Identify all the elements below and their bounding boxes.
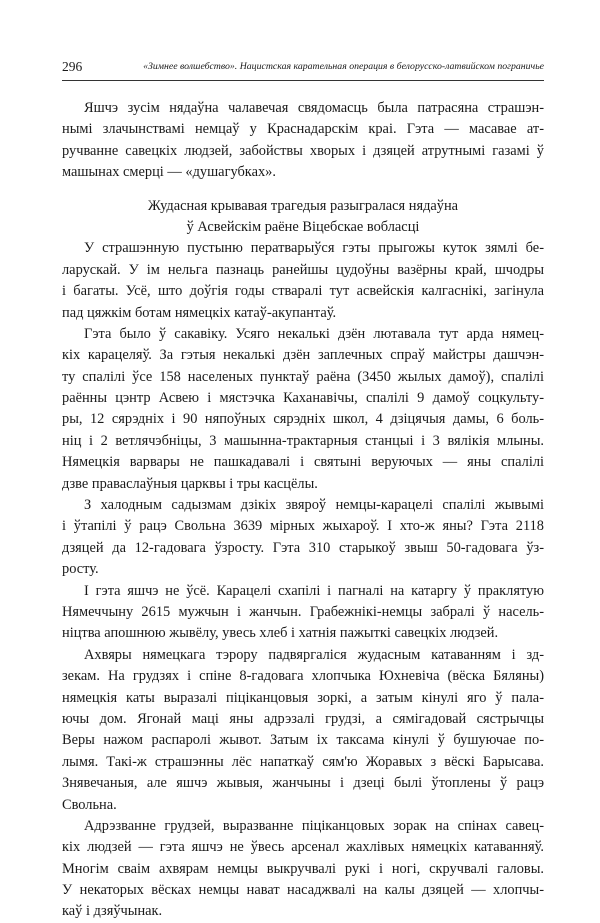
text-line: Нямеччыну 2615 мужчын і жанчын. Грабежнікі-немцы забралі ў насель- xyxy=(62,603,544,620)
text-line: Свольна. xyxy=(62,796,117,813)
text-line: Веры нажом распаролі жывот. Затым іх таксама кінулі ў бушуючае по- xyxy=(62,732,544,749)
text-line: Яшчэ зусім нядаўна чалавечая свядомасць была патрасяна страшэн- xyxy=(84,100,544,116)
text-line: лымя. Такі-ж страшэнны лёс напаткаў сям'ю Жоравых з вёскі Барысава. xyxy=(62,753,544,770)
text-line: ры, 12 сярэдніх і 90 няпоўных сярэдніх школ, 4 дзіцячыя дамы, 6 боль- xyxy=(62,411,544,428)
text-line: раённы цэнтр Асвею і мястэчка Каханавічы, спалілі 9 дамоў соцкульту- xyxy=(62,390,544,407)
text-line: Многім сваім ахвярам немцы выкручвалі рукі і ногі, скручвалі галовы. xyxy=(62,860,544,877)
text-line: нямецкія каты выразалі піціканцовыя зоркі, а затым кінулі яго ў пала- xyxy=(62,689,544,706)
text-line: нымі злачынствамі немцаў у Краснадарскім краі. Гэта — масавае ат- xyxy=(62,121,544,138)
text-line: ручванне савецкіх людзей, забойствы хворых і дзяцей атрутнымі газамі ў xyxy=(62,142,544,159)
text-line: З халодным садызмам дзікіх звяроў немцы-карацелі спалілі жывымі xyxy=(84,497,544,514)
text-line: Адрэзванне грудзей, выразванне піціканцовых зорак на спінах савец- xyxy=(84,817,544,834)
text-line: машынах смерці — «душагубках». xyxy=(62,164,276,181)
text-line: каў і дзяўчынак. xyxy=(62,903,163,920)
text-line: Нямецкія варвары не пашкадавалі і святыні веруючых — яны спалілі xyxy=(62,454,544,471)
text-line: зекам. На грудзях і спіне 8-гадовага хлопчыка Юхневіча (вёска Бяляны) xyxy=(62,668,544,685)
text-line: дзве праваслаўныя царквы і тры касцёлы. xyxy=(62,475,318,492)
text-line: ларускай. У ім нельга пазнаць ранейшы цудоўны вазёрны край, шчодры xyxy=(62,261,544,278)
text-line: У некаторых вёсках немцы нават насаджвалі на калы дзяцей — хлопчы- xyxy=(62,882,544,899)
running-header xyxy=(62,56,544,78)
text-line: кіх карацеляў. За гэтыя некалькі дзён заплечных спраў майстры дашчэн- xyxy=(62,347,544,364)
section-heading: Жудасная крывавая трагедыя разыгралася нядаўна xyxy=(147,197,459,214)
text-line: І гэта яшчэ не ўсё. Карацелі схапілі і пагналі на катаргу ў праклятую xyxy=(84,582,544,599)
running-title: «Зимнее волшебство». Нацистская карательная операция в белорусско-латвийском пограничье xyxy=(143,61,544,72)
text-line: У страшэнную пустыню ператварыўся гэты прыгожы куток зямлі бе- xyxy=(84,240,544,257)
text-line: Гэта было ў сакавіку. Усяго некалькі дзён лютавала тут арда нямец- xyxy=(84,325,544,342)
text-line: дзяцей да 12-гадовага ўзросту. Гэта 310 старыкоў звыш 50-гадовага ўз- xyxy=(62,539,544,556)
header-rule xyxy=(62,80,544,81)
text-line: ніцтва апошнюю жывёлу, увесь хлеб і хатнія пажыткі савецкіх людзей. xyxy=(62,625,499,642)
text-line: і ўтапілі ў рацэ Свольна 3639 мірных жыхароў. І хто-ж яны? Гэта 2118 xyxy=(62,518,544,535)
text-line: і багаты. Усё, што доўгія годы стваралі тут асвейскія калгаснікі, загінула xyxy=(62,283,544,300)
text-line: пад цяжкім ботам нямецкіх катаў-акупантаў. xyxy=(62,304,337,321)
section-heading: ў Асвейскім раёне Віцебскае вобласці xyxy=(186,218,420,235)
text-line: Знявечаныя, але яшчэ жывыя, жанчыны і дзеці былі ўтоплены ў рацэ xyxy=(62,775,544,792)
page-number: 296 xyxy=(62,59,83,74)
page-body xyxy=(62,98,544,923)
text-line: кіх людзей — гэта яшчэ не ўвесь арсенал жахлівых нямецкіх катаванняў. xyxy=(62,839,544,856)
text-line: ючы дом. Ягонай маці яны адрэзалі грудзі, а сямігадовай сястрычцы xyxy=(62,710,544,727)
text-line: росту. xyxy=(62,561,99,578)
text-line: Ахвяры нямецкага тэрору падвяргаліся жудасным катаванням і зд- xyxy=(84,646,544,663)
text-line: ту спалілі ўсе 158 населеных пунктаў раёна (3450 жылых дамоў), спалілі xyxy=(62,368,544,385)
text-line: ніц і 2 ветлячэбніцы, 3 машынна-трактарныя станцыі і 3 вялікія млыны. xyxy=(62,432,544,449)
